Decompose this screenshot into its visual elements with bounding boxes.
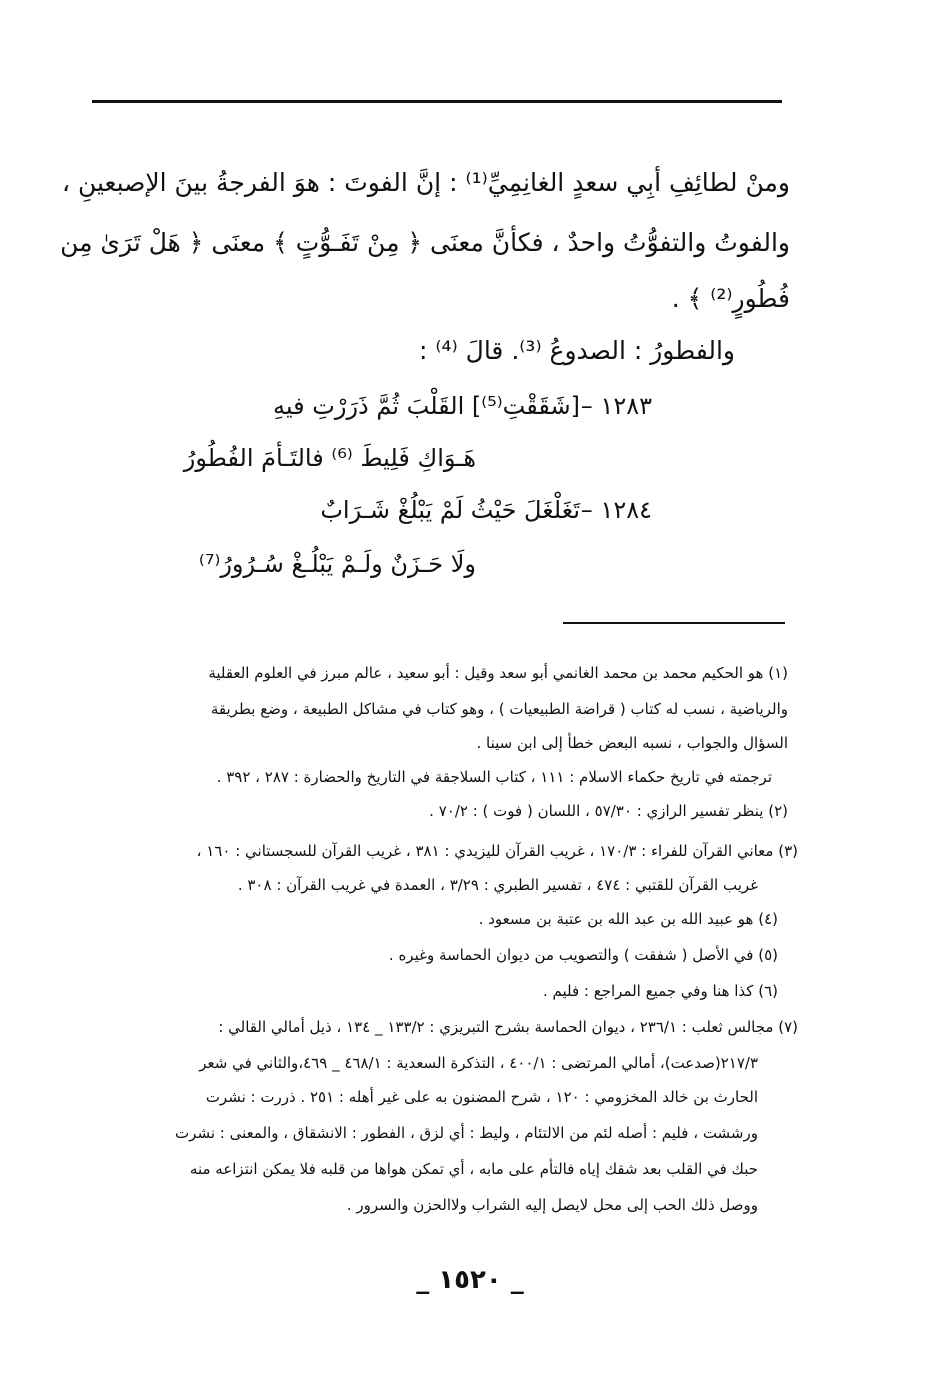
verse-number: ١٢٨٣ – bbox=[580, 392, 652, 420]
footnote-line: الحارث بن خالد المخزومي : ١٢٠ ، شرح المضنون به على غير أهله : ٢٥١ . ذررت : نشرت bbox=[205, 1088, 758, 1106]
top-rule bbox=[92, 100, 782, 103]
body-line-2: والفوتُ والتفوُّتُ واحدٌ ، فكأنَّ معنَى ﴿ مِنْ تَفَـوُّتٍ ﴾ معنَى ﴿ هَلْ تَرَىٰ مِن bbox=[60, 228, 790, 257]
footnote-line: حبك في القلب بعد شقك إياه فالتأم على مابه ، أي تمكن هواها من قلبه فلا يمكن انتزاعه منه bbox=[189, 1160, 758, 1178]
verse-hemistich-second: ولَا حَـزَنٌ ولَـمْ يَبْلُـغْ سُـرُورُ⁽⁷⁾ bbox=[198, 550, 476, 578]
footnote-line: ووصل ذلك الحب إلى محل لايصل إليه الشراب ولاالحزن والسرور . bbox=[346, 1196, 758, 1214]
verse-hemistich-first: [شَقَقْتِ⁽⁵⁾] القَلْبَ ثُمَّ ذَرَرْتِ فيهِ bbox=[273, 392, 580, 420]
footnote-line: غريب القرآن للقتبي : ٤٧٤ ، تفسير الطبري : ٣/٢٩ ، العمدة في غريب القرآن : ٣٠٨ . bbox=[237, 876, 758, 894]
footnote-line: (٥) في الأصل ( شفقت ) والتصويب من ديوان الحماسة وغيره . bbox=[388, 946, 778, 964]
footnote-line: (٢) ينظر تفسير الرازي : ٥٧/٣٠ ، اللسان ( فوت ) : ٧٠/٢ . bbox=[429, 802, 788, 820]
footnote-line: والرياضية ، نسب له كتاب ( قراضة الطبيعيات ) ، وهو كتاب في مشاكل الطبيعة ، وضع بطريقة bbox=[210, 700, 788, 718]
footnote-line: السؤال والجواب ، نسبه البعض خطأ إلى ابن سينا . bbox=[476, 734, 788, 752]
footnote-line: ورششت ، فليم : أصله لئم من الالتئام ، وليط : أي لزق ، الفطور : الانشقاق ، والمعنى : نشرت bbox=[175, 1124, 758, 1142]
page-number: _ ١٥٢٠ _ bbox=[416, 1265, 524, 1295]
body-line-4: والفطورُ : الصدوعُ ⁽³⁾. قالَ ⁽⁴⁾ : bbox=[419, 336, 735, 365]
footnote-line: (١) هو الحكيم محمد بن محمد الغانمي أبو سعد وقيل : أبو سعيد ، عالم مبرز في العلوم العقلية bbox=[208, 664, 788, 682]
body-line-3: فُطُورٍ⁽²⁾ ﴾ . bbox=[671, 284, 790, 313]
verse-number: ١٢٨٤ – bbox=[580, 496, 652, 524]
verse-hemistich-second: هَـوَاكِ فَلِيطَ ⁽⁶⁾ فالتَـأمَ الفُطُورُ bbox=[183, 444, 476, 472]
footnote-line: ٢١٧/٣(صدعت)، أمالي المرتضى : ٤٠٠/١ ، التذكرة السعدية : ٤٦٨/١ _ ٤٦٩،والثاني في شعر bbox=[199, 1054, 758, 1072]
footnote-line: (٤) هو عبيد الله بن عبد الله بن عتبة بن مسعود . bbox=[478, 910, 778, 928]
footnote-line: (٧) مجالس ثعلب : ٢٣٦/١ ، ديوان الحماسة بشرح التبريزي : ١٣٣/٢ _ ١٣٤ ، ذيل أمالي القالي : bbox=[218, 1018, 798, 1036]
footnote-line: ترجمته في تاريخ حكماء الاسلام : ١١١ ، كتاب السلاجقة في التاريخ والحضارة : ٢٨٧ ، ٣٩٢ . bbox=[216, 768, 772, 786]
body-line-1: ومنْ لطائِفِ أبِي سعدٍ الغانِمِيِّ⁽¹⁾ : إنَّ الفوتَ : هوَ الفرجةُ بينَ الإصبعينِ ، bbox=[61, 168, 790, 197]
footnote-line: (٣) معاني القرآن للفراء : ١٧٠/٣ ، غريب القرآن لليزيدي : ٣٨١ ، غريب القرآن للسجستاني : ١٦٠ ، bbox=[196, 842, 798, 860]
verse-hemistich-first: تَغَلْغَلَ حَيْثُ لَمْ يَبْلُغْ شَـرَابٌ bbox=[320, 496, 580, 524]
footnote-separator bbox=[563, 622, 785, 624]
footnote-line: (٦) كذا هنا وفي جميع المراجع : فليم . bbox=[542, 982, 778, 1000]
